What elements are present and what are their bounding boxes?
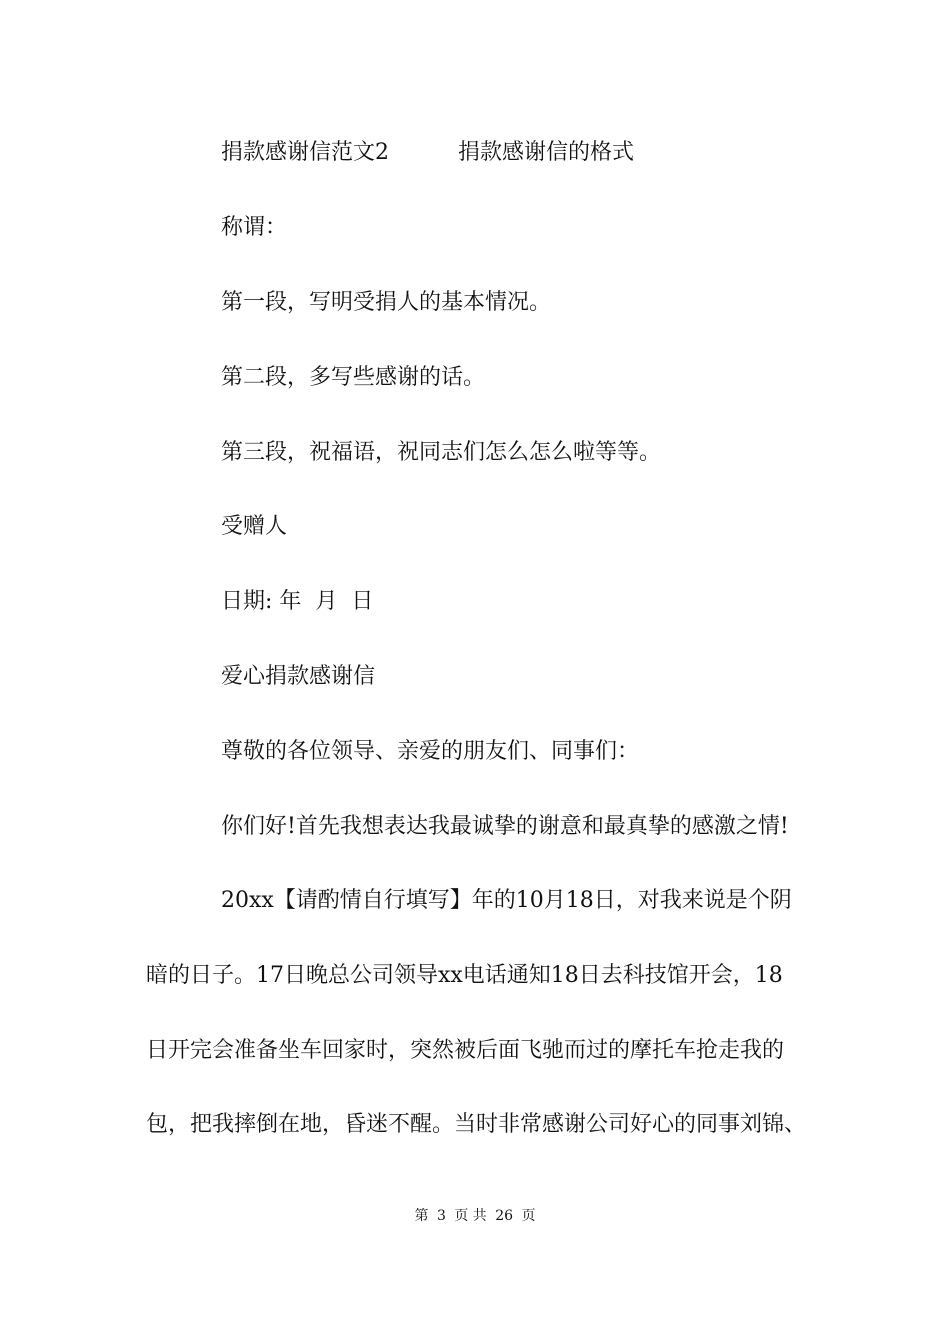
- letter-body-line: 包，把我摔倒在地，昏迷不醒。当时非常感谢公司好心的同事刘锦、: [146, 1112, 807, 1137]
- letter-body-line: 日开完会准备坐车回家时，突然被后面飞驰而过的摩托车抢走我的: [146, 1038, 785, 1063]
- heading-left: 捐款感谢信范文2: [221, 140, 389, 165]
- format-line-second-paragraph: 第二段，多写些感谢的话。: [221, 365, 486, 390]
- format-line-salutation: 称谓：: [221, 215, 288, 240]
- letter-title: 爱心捐款感谢信: [221, 664, 376, 689]
- format-line-third-paragraph: 第三段，祝福语，祝同志们怎么怎么啦等等。: [221, 440, 662, 465]
- footer-prefix: 第: [414, 1208, 429, 1224]
- letter-body-line: 20xx【请酌情自行填写】年的10月18日，对我来说是个阴: [221, 888, 792, 913]
- heading-right: 捐款感谢信的格式: [458, 140, 635, 165]
- letter-greeting: 你们好!首先我想表达我最诚挚的谢意和最真挚的感激之情!: [221, 814, 789, 839]
- format-line-recipient: 受赠人: [221, 514, 288, 539]
- letter-body-line: 暗的日子。17日晚总公司领导xx电话通知18日去科技馆开会，18: [146, 963, 783, 988]
- footer-middle: 页 共: [454, 1208, 487, 1224]
- page-footer: [0, 1206, 950, 1226]
- footer-total-pages: 26: [495, 1208, 514, 1224]
- format-line-date: 日期: 年 月 日: [221, 589, 374, 614]
- format-line-first-paragraph: 第一段，写明受捐人的基本情况。: [221, 290, 552, 315]
- footer-suffix: 页: [521, 1208, 536, 1224]
- footer-current-page: 3: [436, 1208, 446, 1224]
- letter-salutation: 尊敬的各位领导、亲爱的朋友们、同事们：: [221, 739, 640, 764]
